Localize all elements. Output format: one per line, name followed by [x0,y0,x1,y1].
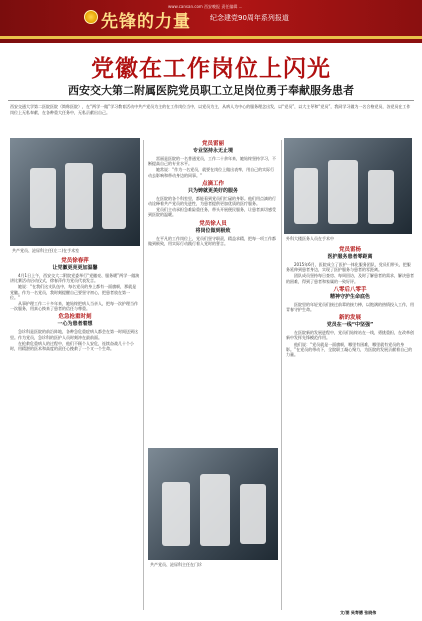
byline: 文/图 吴寿德 张晓伟 [340,610,377,615]
paragraph: 团队成员坚持每日查房、每周回访，及时了解患者的需求，解决患者的困难，得到了患者和家属的一致好评。 [286,273,414,284]
section-title: 党员雷杨 [338,247,361,253]
section-subtitle: 专业坚持永无止境 [192,148,233,154]
header-banner [0,0,422,43]
section-subtitle: 精神守护生命底色 [329,293,370,300]
paragraph: 急诊科是医院的前沿阵地，各种急危重症病人都会在第一时间送到这里。作为党员，急诊科的医护人员时刻冲在最前面。 [10,329,138,340]
paragraph: 她说：“在我们这支队伍中，每名党员的身上都有一面旗帜，那就是党徽。作为一名党员，我时刻提醒自己要坚守初心，把患者放在第一位。” [10,284,137,300]
section-subtitle: 党员在一线“中坚强” [326,322,374,329]
section-subtitle: 只为铸就更美好的服务 [187,187,238,194]
column-divider-2 [281,140,282,610]
section-title: 党员徐春萍 [61,258,89,264]
top-meta-line: www.cansan.com 西安晚报 责任编辑 ... [168,4,243,9]
section-title: 八零后八零手 [333,286,367,293]
article-subhead: 西安交大第二附属医院党员职工立足岗位勇于奉献服务患者 [68,84,354,97]
paragraph: 在抢救危重病人的过程中，他们不顾个人安危，连续奋战几十个小时，用精湛的医术和高度的责任心挽救了一个又一个生命。 [10,340,134,352]
section-title: 点滴工作 [201,180,224,187]
banner-stripe [0,36,422,39]
article-headline: 党徽在工作岗位上闪光 [91,55,331,82]
paragraph: 在平凡的工作岗位上，党员们坚守职责，精益求精，把每一项工作都做到极致，用实际行动践行着入党时的誓言。 [148,235,276,246]
banner-subtitle: 纪念建党90周年系列报道 [210,14,289,22]
section-title: 党员徐人员 [199,220,227,227]
column-1 [10,255,140,605]
photo-left-caption: 共产党员、泌尿科主任(左二)在手术室 [12,248,80,253]
article-lead: 西安交通大学第二医院医院（简称医院），在“两学一做”学习教育活动中共产党员为主的在工作岗位当中，以党员为主，从病人为中心的服务理念出发，以“党员”，以大主导和“党员”，我同学习做为一名合格党员，各党员在工作岗位上无私奉献，在各种重大任务中，无私贡献出自己。 [10,104,411,115]
column-3 [286,244,414,600]
paragraph: 2015年6月，医院成立了医护一体化服务团队，党员们带头，把服务延伸到患者身边，实现了医护服务与患者的零距离。 [286,262,411,273]
photo-bottom-caption: 共产党员、泌尿科主任在门诊 [150,562,202,567]
party-emblem-icon [84,10,98,24]
paragraph: 在医院的各个科室里，都能看到党员们忙碌的身影。他们用点滴的行动诠释着共产党员的先进性，为患者提供更加优质的医疗服务。 [148,195,276,207]
paragraph: 从事护理工作二十多年来，她始终把病人当亲人，把每一次护理当作一次服务，用真心换来了患者的信任与尊重。 [10,301,138,312]
paragraph: 她常说：“作为一名党员，就要在岗位上做出表率，用自己的实际行动去影响和带动身边的同事。” [148,167,275,178]
paragraph: 雷丽是医院的一名普通党员，工作二十余年来，她始终坚持学习，不断提高自己的专业水平。 [148,156,276,167]
headline-rule [8,100,414,101]
banner-title: 先锋的力量 [101,12,191,32]
photo-left [10,138,140,246]
photo-right-caption: 外科大楼医务人员在手术中 [286,236,334,241]
paragraph: 医院里的年轻党员们接过前辈的接力棒，以饱满的热情投入工作，用青春守护生命。 [286,301,414,313]
paragraph: 在医院新的发展进程中，党员们始终站在一线，勇挑重担，在改革创新中发挥先锋模范作用。 [286,330,414,341]
section-title: 危急抢重时刻 [58,314,92,321]
section-title: 党员雷丽 [201,141,224,147]
photo-right [284,138,412,234]
paragraph: 4月1日上午，西安交大二附院党委举行“党徽亮、服务暖”两学一做演讲比赛活动启动仪式，徐春萍作为党员代表发言。 [10,273,140,284]
photo-bottom [148,448,278,560]
paragraph: 党员们主动承担急难险重任务，带头开展便民服务，让患者真切感受到医院的温暖。 [148,207,276,218]
section-subtitle: 让党徽更亮更加温馨 [52,265,98,271]
section-title: 新的发展 [338,315,361,322]
section-subtitle: 医护服务患者零距离 [327,254,373,260]
section-subtitle: 将岗位做到极致 [195,227,231,234]
section-subtitle: 一心为患者着想 [57,321,93,328]
paragraph: 他们说：“党员就是一面旗帜，哪里有困难，哪里就有党员的身影。”在党员的带动下，全院职工凝心聚力，为医院的发展贡献着自己的力量。 [286,341,413,358]
column-2 [148,138,278,444]
column-divider-1 [143,140,144,610]
